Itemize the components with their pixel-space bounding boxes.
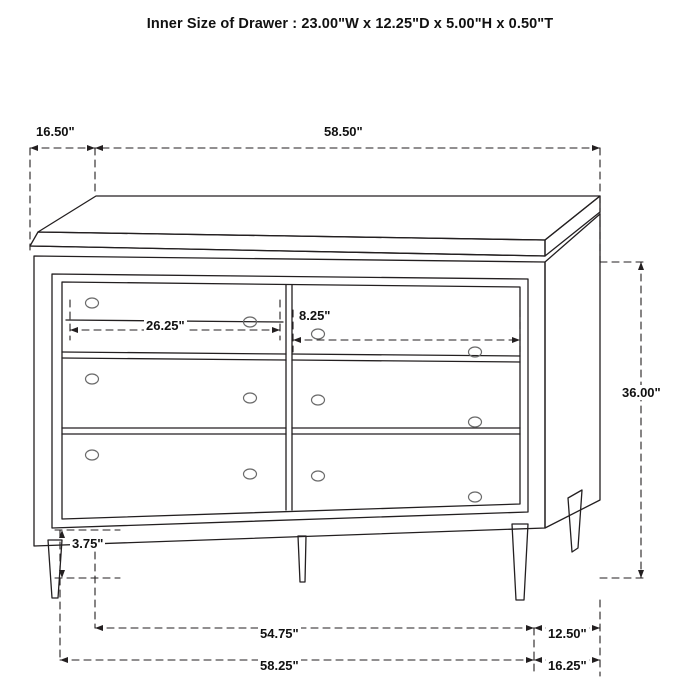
dim-base-front-outer: 58.25" [260,658,299,673]
dresser-legs [48,490,582,600]
dim-base-front-inner: 54.75" [260,626,299,641]
dim-height-right: 36.00" [622,385,661,400]
dim-depth-top-left: 16.50" [36,124,75,139]
dim-base-depth-inner: 12.50" [548,626,587,641]
dimension-arrowheads [30,145,644,663]
dim-drawer-wide: 26.25" [146,318,185,333]
dimension-guides [30,148,648,676]
dim-drawer-narrow: 8.25" [299,308,331,323]
dim-leg-height: 3.75" [72,536,104,551]
dim-base-depth-outer: 16.25" [548,658,587,673]
dim-width-top: 58.50" [324,124,363,139]
dresser-outline [30,196,600,546]
page-title: Inner Size of Drawer : 23.00"W x 12.25"D x 5.00"H x 0.50"T [146,16,554,32]
